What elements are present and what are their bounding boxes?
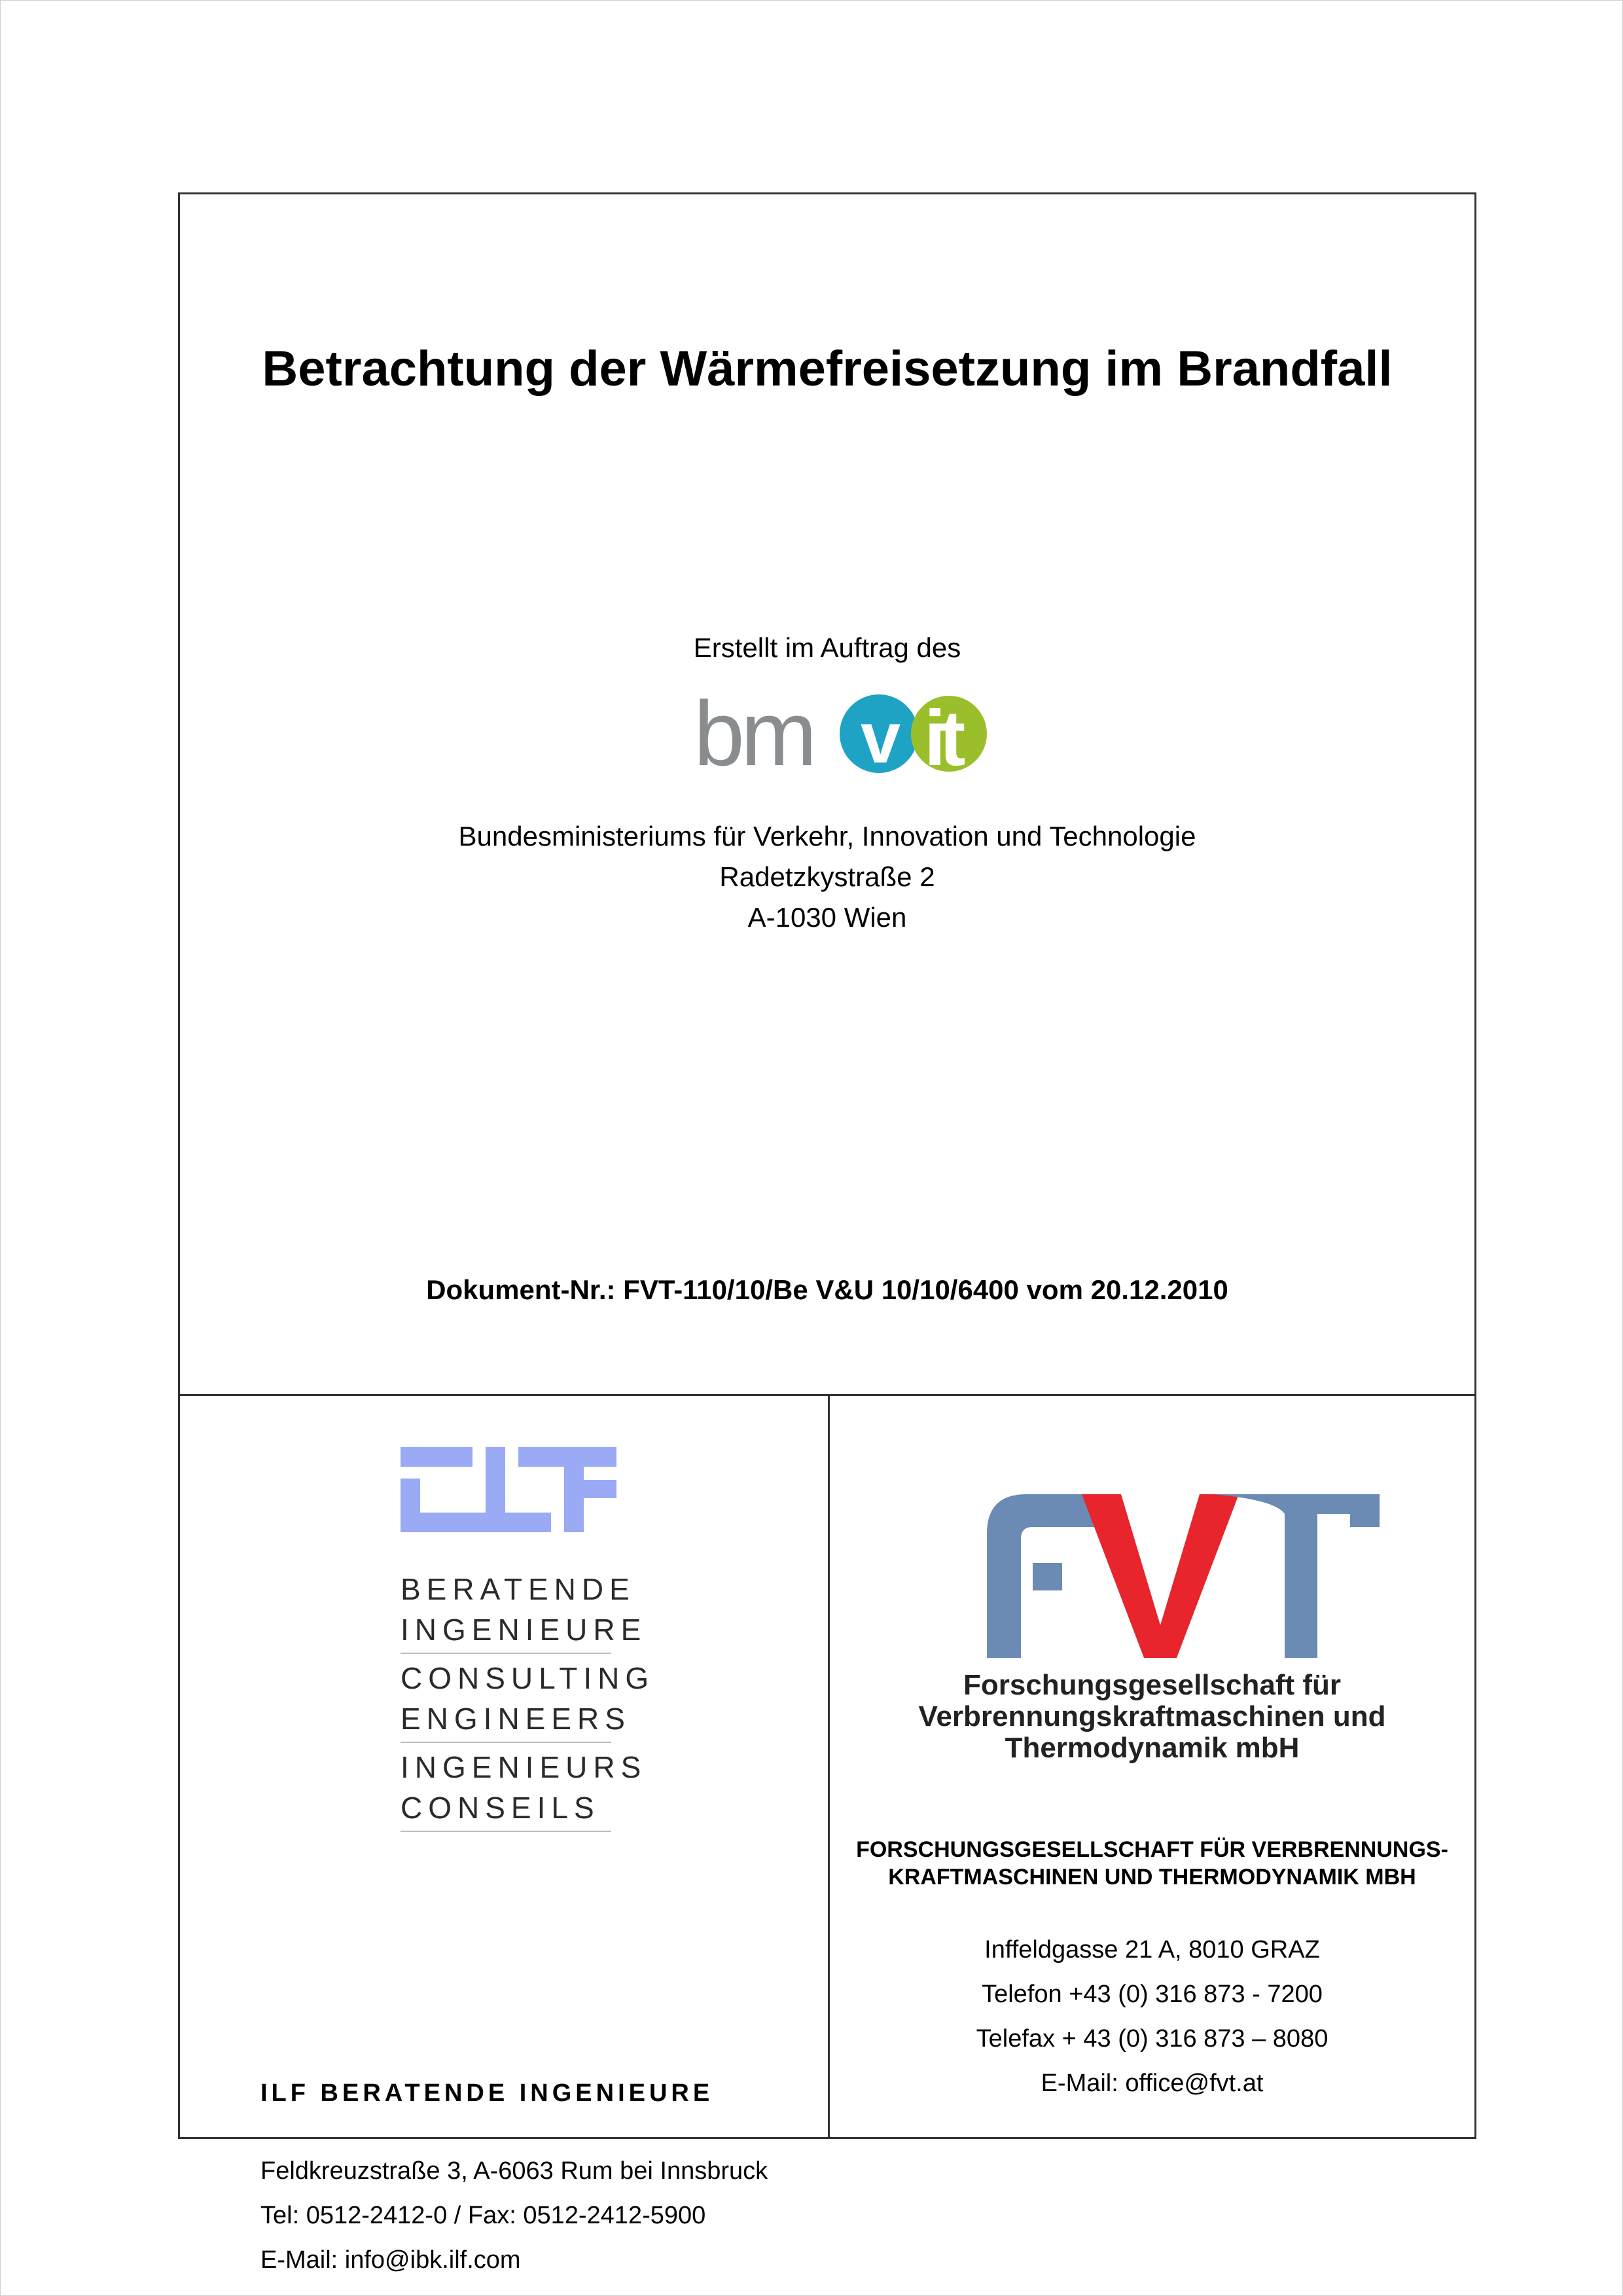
- document-number: Dokument-Nr.: FVT-110/10/Be V&U 10/10/6400 vom 20.12.2010: [426, 1274, 1228, 1305]
- ilf-email: E-Mail: info@ibk.ilf.com: [260, 2246, 521, 2274]
- fvt-fax: Telefax + 43 (0) 316 873 – 8080: [976, 2025, 1329, 2053]
- fvt-phone: Telefon +43 (0) 316 873 - 7200: [982, 1981, 1323, 2008]
- fvt-logo-caption: [830, 1670, 1474, 1764]
- svg-text:bm: bm: [694, 692, 813, 777]
- ilf-word-consulting: CONSULTING: [401, 1661, 655, 1695]
- ilf-section: [180, 1396, 830, 2274]
- client-street: Radetzkystraße 2: [719, 861, 935, 892]
- ilf-phone-fax: Tel: 0512-2412-0 / Fax: 0512-2412-5900: [260, 2202, 706, 2229]
- ilf-address: Feldkreuzstraße 3, A-6063 Rum bei Innsbruck: [260, 2157, 768, 2185]
- client-name: Bundesministeriums für Verkehr, Innovation und Technologie: [458, 821, 1196, 852]
- ilf-word-ingenieurs: INGENIEURS: [401, 1750, 647, 1784]
- fvt-name-line-1: FORSCHUNGSGESELLSCHAFT FÜR VERBRENNUNGS-: [856, 1837, 1448, 1862]
- ilf-contact: [260, 2149, 768, 2282]
- ilf-word-engineers: ENGINEERS: [401, 1702, 631, 1736]
- commissioned-by-label: Erstellt im Auftrag des: [693, 632, 961, 663]
- cover-frame: [178, 192, 1476, 2274]
- bmvit-logo: [694, 692, 988, 777]
- ilf-logo-wordmark: [401, 1569, 655, 1836]
- ilf-logo: [401, 1447, 616, 1532]
- fvt-caption-line-3: Thermodynamik mbH: [1005, 1732, 1300, 1764]
- fvt-email: E-Mail: office@fvt.at: [1041, 2070, 1264, 2097]
- client-city: A-1030 Wien: [747, 902, 907, 933]
- svg-text:it: it: [924, 694, 959, 777]
- fvt-contact: [830, 1928, 1474, 2106]
- ilf-word-beratende: BERATENDE: [401, 1572, 635, 1606]
- fvt-caption-line-2: Verbrennungskraftmaschinen und: [918, 1700, 1386, 1732]
- ilf-word-ingenieure: INGENIEURE: [401, 1613, 647, 1647]
- ilf-word-conseils: CONSEILS: [401, 1791, 600, 1825]
- fvt-name-line-2: KRAFTMASCHINEN UND THERMODYNAMIK MBH: [888, 1865, 1416, 1890]
- fvt-section: [830, 1396, 1474, 2137]
- fvt-caption-line-1: Forschungsgesellschaft für: [963, 1669, 1341, 1701]
- svg-text:v: v: [861, 698, 901, 777]
- ilf-company-name: ILF BERATENDE INGENIEURE: [260, 2079, 714, 2107]
- fvt-address: Inffeldgasse 21 A, 8010 GRAZ: [984, 1936, 1320, 1964]
- cover-upper-section: [180, 194, 1474, 1396]
- fvt-company-name: [830, 1836, 1474, 1891]
- fvt-logo: [987, 1494, 1380, 1658]
- document-title: Betrachtung der Wärmefreisetzung im Brandfall: [262, 341, 1393, 397]
- client-address: [180, 816, 1474, 938]
